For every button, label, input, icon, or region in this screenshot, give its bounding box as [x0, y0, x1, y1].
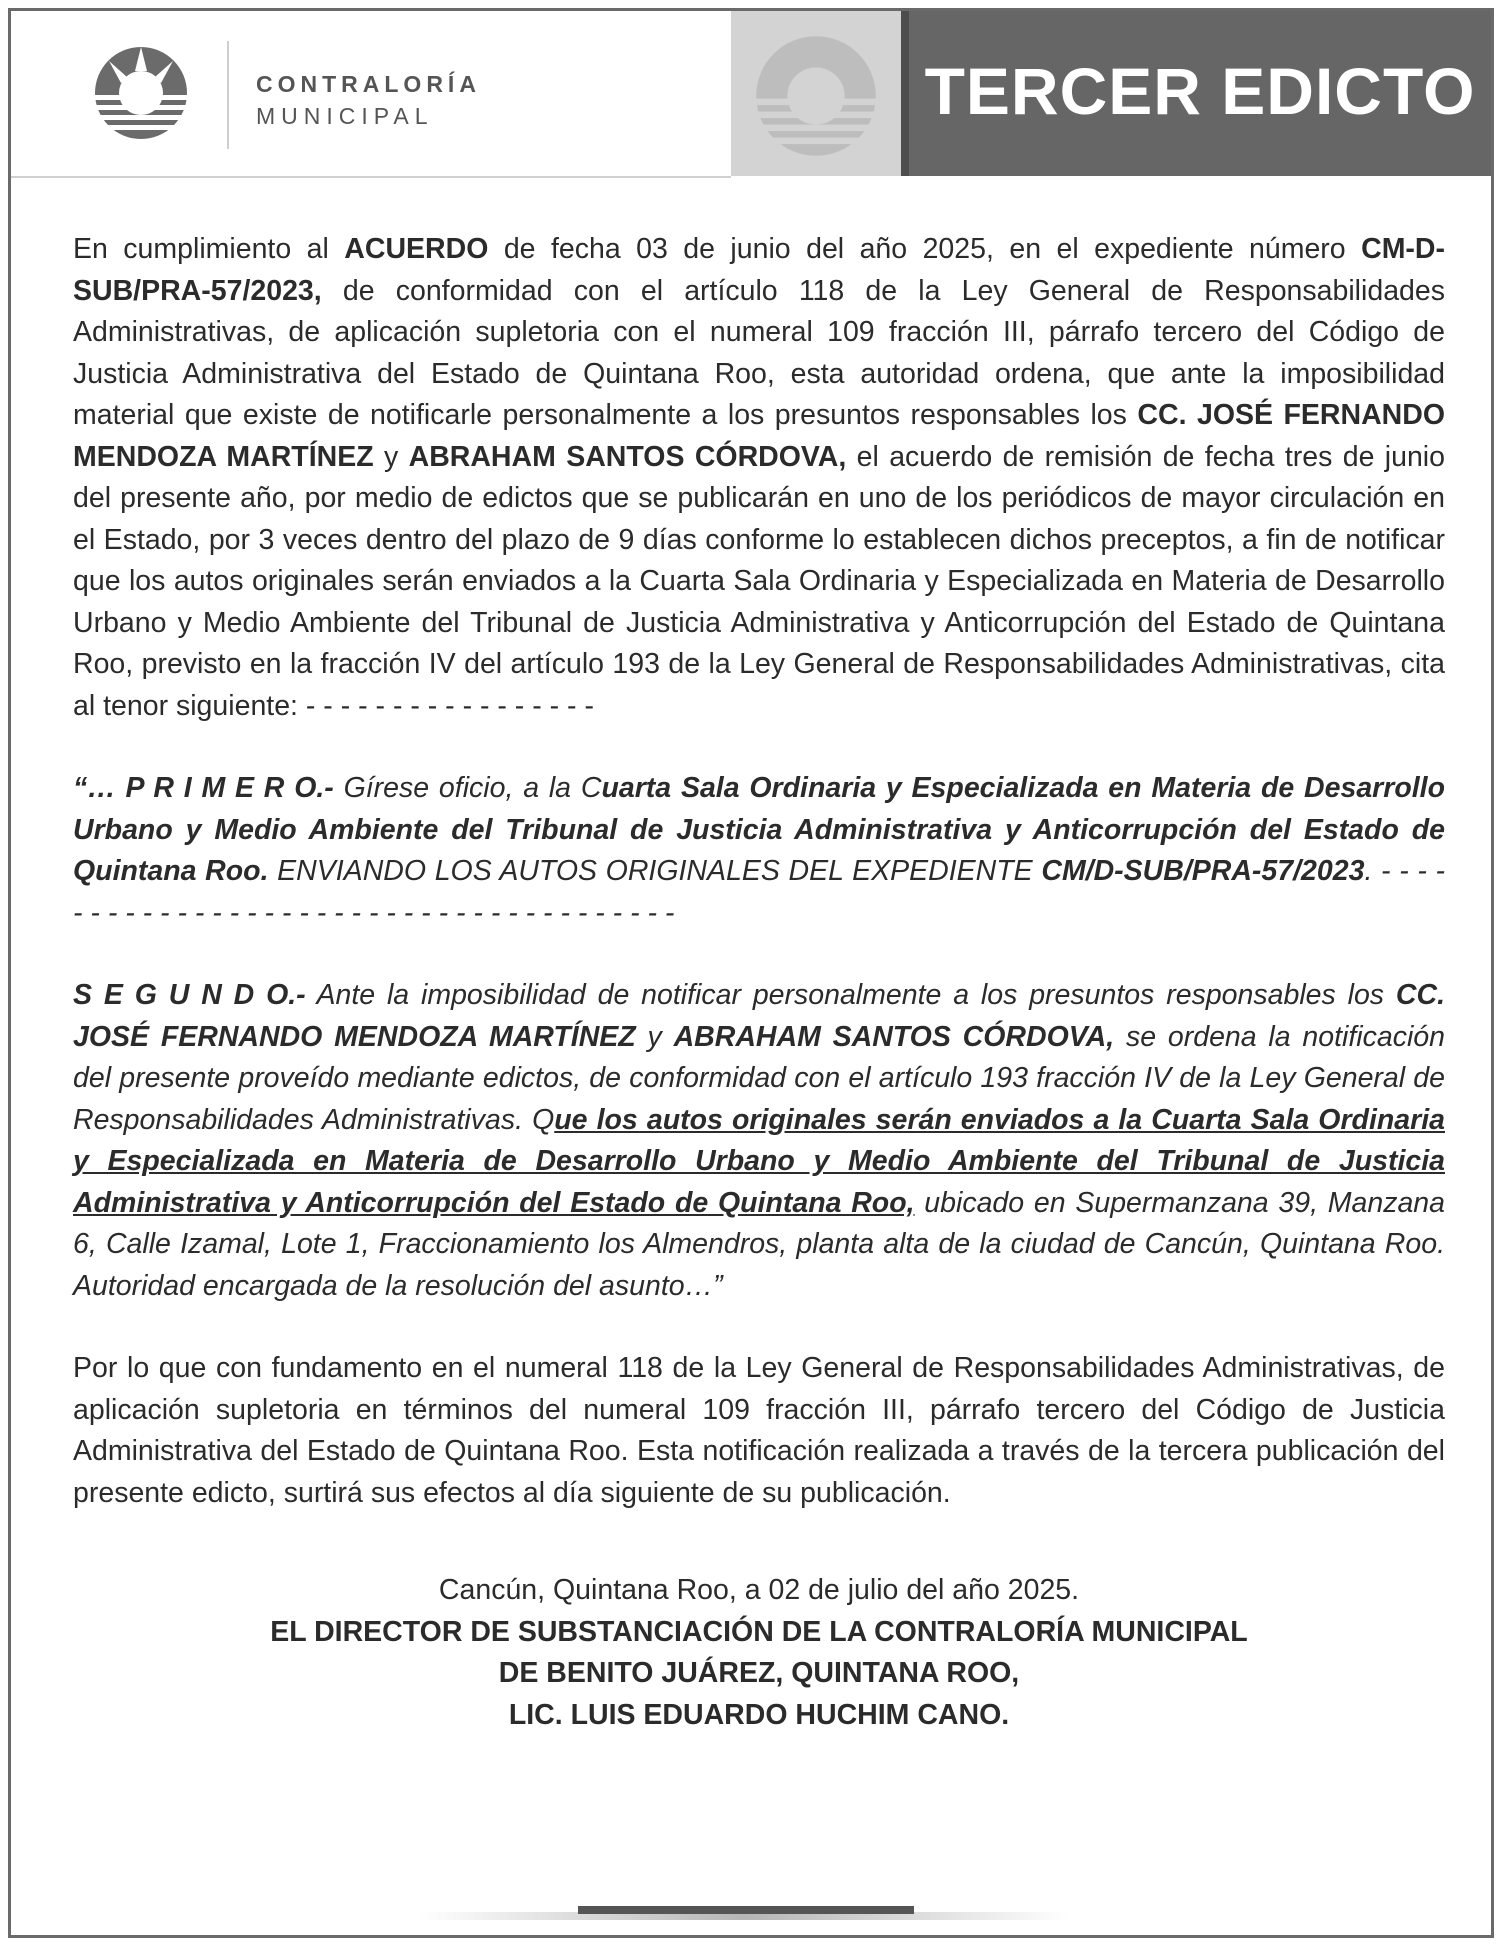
text: En cumplimiento al	[73, 233, 345, 265]
logo-text-municipal: MUNICIPAL	[256, 103, 434, 129]
place-date: Cancún, Quintana Roo, a 02 de julio del año 2025.	[438, 1574, 1080, 1606]
signer-title: EL DIRECTOR DE SUBSTANCIACIÓN DE LA CONTRALORÍA MUNICIPAL	[270, 1615, 1248, 1648]
respondent-name: CC. JOSÉ FERNANDO MENDOZA MARTÍNEZ	[73, 979, 1445, 1053]
text-bold-underlined: ue los autos originales serán enviados a la Cuarta Sala Ordinaria y Especializada en Materia de Desarrollo Urbano y Medio Ambiente del Tribunal de Justicia Administrativa y Anticorrupción del Estado de Quintana Roo,	[73, 1103, 1446, 1219]
paragraph-primero	[73, 768, 1445, 934]
text-bold: ACUERDO	[344, 233, 489, 265]
text: y	[635, 1020, 674, 1053]
text: de conformidad con el artículo 118 de la Ley General de Responsabilidades Administrativas, de aplicación supletoria con el numeral 109 fracción III, párrafo tercero del Código de Justicia Administrativa del Estado de Quintana Roo, esta autoridad ordena, que ante la imposibilidad material que existe de notificarle personalmente a los presuntos responsables los	[73, 274, 1445, 431]
contraloria-logo-icon	[91, 43, 191, 143]
text: y	[373, 440, 409, 473]
text: Por lo que con fundamento en el numeral 118 de la Ley General de Responsabilidades Administrativas, de aplicación supletoria en términos del numeral 109 fracción III, párrafo tercero del Código de Justicia Administrativa del Estado de Quintana Roo. Esta notificación realizada a través de la tercera publicación del presente edicto, surtirá sus efectos al día siguiente de su publicación.	[73, 1352, 1445, 1509]
decorative-watermark	[731, 11, 901, 176]
text: . - - - - - - - - - - - - - - - - - - - - - - - - - - - - - - - - - - - - - - -	[73, 855, 1446, 929]
file-number: CM-D-SUB/PRA-57/2023,	[73, 233, 1445, 307]
respondent-name: ABRAHAM SANTOS CÓRDOVA,	[673, 1020, 1115, 1053]
title-bar	[901, 11, 1491, 176]
logo-text-contraloria: CONTRALORÍA	[256, 71, 481, 97]
watermark-logo-icon	[741, 31, 891, 161]
text: el acuerdo de remisión de fecha tres de junio del presente año, por medio de edictos que se publicarán en uno de los periódicos de mayor circulación en el Estado, por 3 veces dentro del plazo de 9 días conforme lo establecen dichos preceptos, a fin de notificar que los autos originales serán enviados a la Cuarta Sala Ordinaria y Especializada en Materia de Desarrollo Urbano y Medio Ambiente del Tribunal de Justicia Administrativa y Anticorrupción del Estado de Quintana Roo, previsto en la fracción IV del artículo 193 de la Ley General de Responsabilidades Administrativas, cita al tenor siguiente: - - - - - - - - - - - - - - - - -	[73, 440, 1445, 722]
text: ENVIANDO LOS AUTOS ORIGINALES DEL EXPEDIENTE	[268, 855, 1042, 887]
file-number: CM/D-SUB/PRA-57/2023	[1041, 855, 1365, 887]
edict-frame	[8, 8, 1494, 1938]
edict-body	[73, 229, 1445, 1736]
signature-block	[73, 1570, 1445, 1736]
text: se ordena la notificación del presente proveído mediante edictos, de conformidad con el artículo 193 fracción IV de la Ley General de Responsabilidades Administrativas. Q	[73, 1020, 1445, 1136]
signer-name: LIC. LUIS EDUARDO HUCHIM CANO.	[508, 1698, 1010, 1731]
paragraph-intro	[73, 229, 1445, 727]
text: ubicado en Supermanzana 39, Manzana 6, Calle Izamal, Lote 1, Fraccionamiento los Almendros, planta alta de la ciudad de Cancún, Quintana Roo. Autoridad encargada de la resolución del asunto…”	[73, 1186, 1445, 1302]
text: Ante la imposibilidad de notificar personalmente a los presuntos responsables los	[305, 979, 1396, 1011]
text-bold: S E G U N D O.-	[73, 979, 306, 1011]
footer-bar	[578, 1906, 914, 1914]
logo-divider	[227, 41, 229, 149]
header	[11, 11, 1491, 176]
paragraph-segundo	[73, 975, 1445, 1307]
respondent-name: CC. JOSÉ FERNANDO MENDOZA MARTÍNEZ	[73, 399, 1446, 473]
text: de fecha 03 de junio del año 2025, en el expediente número	[488, 233, 1362, 265]
text-bold: “… P R I M E R O.-	[73, 772, 334, 804]
text-bold: uarta Sala Ordinaria y Especializada en Materia de Desarrollo Urbano y Medio Ambiente del Tribunal de Justicia Administrativa y Anticorrupción del Estado de Quintana Roo.	[73, 772, 1446, 887]
paragraph-fundamento	[73, 1348, 1445, 1514]
page-title: TERCER EDICTO	[924, 54, 1476, 128]
signer-office: DE BENITO JUÁREZ, QUINTANA ROO,	[498, 1657, 1020, 1689]
text: Gírese oficio, a la C	[333, 772, 602, 804]
logo-area	[11, 11, 731, 178]
respondent-name: ABRAHAM SANTOS CÓRDOVA,	[408, 440, 847, 473]
